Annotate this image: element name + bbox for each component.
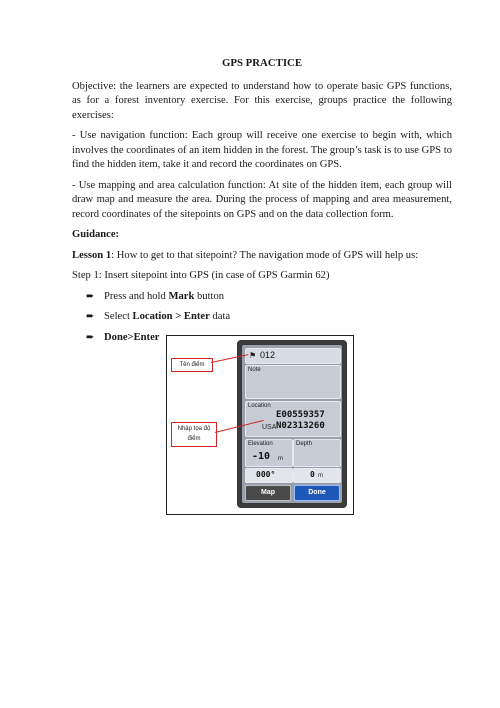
elevation-label: Elevation xyxy=(248,441,273,447)
lesson1-paragraph xyxy=(72,249,452,264)
guidance-heading: Guidance: xyxy=(72,229,120,240)
bullet3-bold: Done>Enter xyxy=(104,331,160,343)
location-row xyxy=(245,401,341,437)
done-button[interactable]: Done xyxy=(294,485,340,501)
lesson1-label: Lesson 1 xyxy=(72,249,112,261)
depth-label: Depth xyxy=(296,441,313,447)
bullet1-post: button xyxy=(194,290,225,302)
distance-value: 0 xyxy=(310,470,315,479)
arrow-bullet-icon: ➨ xyxy=(86,290,95,302)
distance-row xyxy=(293,468,341,483)
objective-paragraph: Objective: the learners are expected to understand how to operate basic GPS functions, as for a forest inventory exercise. For this exercise, groups practice the following exercises: xyxy=(72,80,452,121)
list-item xyxy=(86,290,452,305)
bullet2-pre: Select xyxy=(104,311,133,322)
distance-unit: m xyxy=(318,473,323,479)
page-title: GPS PRACTICE xyxy=(221,57,303,69)
bearing-row xyxy=(245,468,293,483)
elevation-unit: m xyxy=(278,456,283,462)
location-line2: N02313260 xyxy=(276,421,325,431)
location-label: Location xyxy=(248,403,271,409)
navigation-exercise-paragraph: - Use navigation function: Each group will receive one exercise to begin with, which involves the coordinates of an item hidden in the forest. The group’s task is to use GPS to find the hidden item, take it and record the coordinates on GPS. xyxy=(72,130,452,170)
bullet1-pre: Press and hold xyxy=(104,290,169,302)
gps-device-frame xyxy=(237,340,347,508)
arrow-bullet-icon: ➨ xyxy=(86,331,95,343)
map-button[interactable]: Map xyxy=(245,485,291,501)
bullet1-bold: Mark xyxy=(168,290,195,302)
mapping-exercise-paragraph: - Use mapping and area calculation function: At site of the hidden item, each group will draw map and measure the area. During the process of mapping and area measurement, record coordinates of the sitepoints on GPS and on the data collection form. xyxy=(72,179,452,220)
flag-icon: ⚑ xyxy=(249,351,257,360)
bullet2-bold: Location > Enter xyxy=(132,311,210,322)
waypoint-name: 012 xyxy=(260,350,276,360)
gps-screen xyxy=(242,345,342,503)
step1-paragraph: Step 1: Insert sitepoint into GPS (in case of GPS Garmin 62) xyxy=(72,270,330,281)
note-label: Note xyxy=(248,367,261,373)
callout-waypoint-name: Tên điểm xyxy=(171,358,213,372)
arrow-bullet-icon: ➨ xyxy=(86,311,95,322)
callout-enter-coordinates: Nhập tọa độ điểm xyxy=(171,422,217,447)
bullet2-post: data xyxy=(209,311,231,322)
document-page xyxy=(72,56,452,351)
elevation-value: -10 xyxy=(252,451,271,462)
location-prefix: USA xyxy=(262,424,277,431)
bearing-value: 000° xyxy=(256,470,276,479)
list-item xyxy=(86,310,452,325)
note-row xyxy=(245,365,341,399)
waypoint-name-row xyxy=(245,348,341,364)
elevation-row xyxy=(245,439,293,467)
location-line1: E00559357 xyxy=(276,410,325,420)
lesson1-text: : How to get to that sitepoint? The navigation mode of GPS will help us: xyxy=(111,249,419,261)
gps-screen-figure xyxy=(166,335,354,515)
depth-row xyxy=(293,439,341,467)
